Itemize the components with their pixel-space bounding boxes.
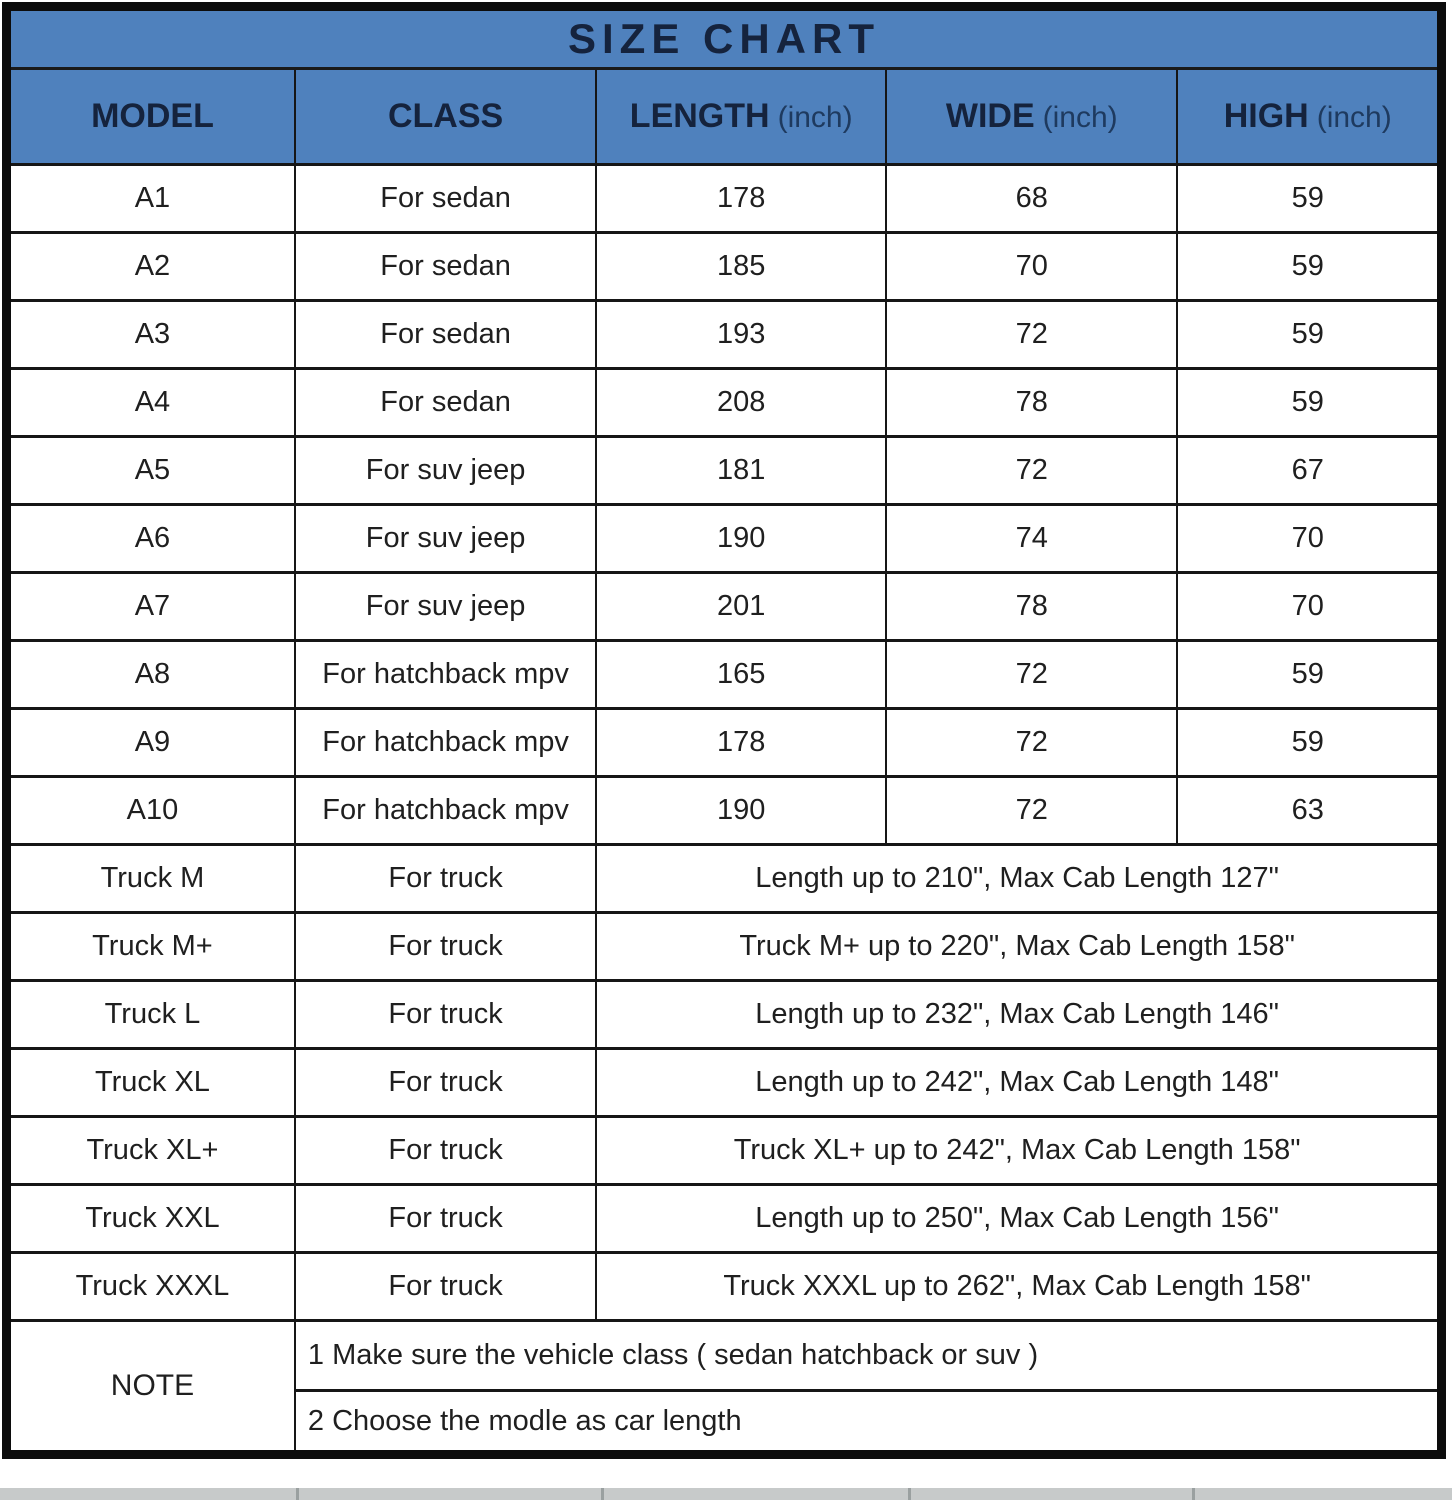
- column-header-length: [596, 69, 886, 165]
- model-cell: A10: [7, 777, 295, 845]
- car-row: [7, 505, 1442, 573]
- class-cell: For sedan: [295, 369, 596, 437]
- column-header-row: [7, 69, 1442, 165]
- length-cell: 165: [596, 641, 886, 709]
- truck-row: [7, 1117, 1442, 1185]
- length-cell: 178: [596, 165, 886, 233]
- length-cell: 193: [596, 301, 886, 369]
- class-cell: For suv jeep: [295, 573, 596, 641]
- model-cell: Truck L: [7, 981, 295, 1049]
- note-row-1: [7, 1321, 1442, 1391]
- column-header-length-label: LENGTH: [629, 97, 770, 135]
- length-cell: 190: [596, 777, 886, 845]
- high-cell: 67: [1177, 437, 1441, 505]
- car-row: [7, 233, 1442, 301]
- column-border-artifact: [601, 1488, 604, 1500]
- class-cell: For truck: [295, 1185, 596, 1253]
- column-header-class: [295, 69, 596, 165]
- model-cell: Truck XL+: [7, 1117, 295, 1185]
- truck-row: [7, 1049, 1442, 1117]
- truck-row: [7, 845, 1442, 913]
- class-cell: For suv jeep: [295, 437, 596, 505]
- class-cell: For hatchback mpv: [295, 641, 596, 709]
- model-cell: Truck XXXL: [7, 1253, 295, 1321]
- column-header-high: [1177, 69, 1441, 165]
- column-border-artifact: [296, 1488, 299, 1500]
- high-cell: 59: [1177, 233, 1441, 301]
- wide-cell: 78: [886, 573, 1177, 641]
- high-cell: 59: [1177, 165, 1441, 233]
- model-cell: Truck M+: [7, 913, 295, 981]
- model-cell: A5: [7, 437, 295, 505]
- wide-cell: 72: [886, 437, 1177, 505]
- table-header: [7, 7, 1442, 165]
- car-row: [7, 709, 1442, 777]
- class-cell: For sedan: [295, 233, 596, 301]
- truck-row: [7, 913, 1442, 981]
- column-border-artifact: [908, 1488, 911, 1500]
- model-cell: A8: [7, 641, 295, 709]
- scan-artifact-strip: [0, 1488, 1452, 1500]
- model-cell: A9: [7, 709, 295, 777]
- truck-spec-cell: Length up to 210", Max Cab Length 127": [596, 845, 1441, 913]
- column-border-artifact: [1192, 1488, 1195, 1500]
- model-cell: A7: [7, 573, 295, 641]
- car-row: [7, 777, 1442, 845]
- class-cell: For sedan: [295, 301, 596, 369]
- column-header-model: [7, 69, 295, 165]
- high-cell: 59: [1177, 301, 1441, 369]
- high-cell: 59: [1177, 641, 1441, 709]
- class-cell: For truck: [295, 1049, 596, 1117]
- column-header-length-unit: (inch): [777, 101, 853, 134]
- class-cell: For hatchback mpv: [295, 777, 596, 845]
- column-header-model-label: MODEL: [91, 97, 214, 135]
- car-row: [7, 641, 1442, 709]
- model-cell: Truck XXL: [7, 1185, 295, 1253]
- high-cell: 63: [1177, 777, 1441, 845]
- car-row: [7, 369, 1442, 437]
- note-label: NOTE: [7, 1321, 295, 1455]
- wide-cell: 72: [886, 641, 1177, 709]
- wide-cell: 72: [886, 301, 1177, 369]
- high-cell: 59: [1177, 709, 1441, 777]
- class-cell: For truck: [295, 913, 596, 981]
- length-cell: 185: [596, 233, 886, 301]
- high-cell: 70: [1177, 505, 1441, 573]
- wide-cell: 72: [886, 709, 1177, 777]
- class-cell: For suv jeep: [295, 505, 596, 573]
- wide-cell: 68: [886, 165, 1177, 233]
- title-row: [7, 7, 1442, 69]
- truck-spec-cell: Length up to 242", Max Cab Length 148": [596, 1049, 1441, 1117]
- truck-spec-cell: Truck M+ up to 220", Max Cab Length 158": [596, 913, 1441, 981]
- truck-spec-cell: Truck XXXL up to 262", Max Cab Length 158": [596, 1253, 1441, 1321]
- car-row: [7, 165, 1442, 233]
- truck-spec-cell: Truck XL+ up to 242", Max Cab Length 158": [596, 1117, 1441, 1185]
- wide-cell: 74: [886, 505, 1177, 573]
- class-cell: For truck: [295, 1117, 596, 1185]
- model-cell: A4: [7, 369, 295, 437]
- car-row: [7, 301, 1442, 369]
- high-cell: 70: [1177, 573, 1441, 641]
- column-header-wide: [886, 69, 1177, 165]
- truck-spec-cell: Length up to 250", Max Cab Length 156": [596, 1185, 1441, 1253]
- length-cell: 190: [596, 505, 886, 573]
- car-row: [7, 437, 1442, 505]
- high-cell: 59: [1177, 369, 1441, 437]
- class-cell: For truck: [295, 845, 596, 913]
- data-rows-body: [7, 165, 1442, 1321]
- note-item-2: 2 Choose the modle as car length: [295, 1391, 1442, 1455]
- column-header-wide-unit: (inch): [1042, 101, 1118, 134]
- note-section: [7, 1321, 1442, 1455]
- size-chart-table: [2, 2, 1446, 1459]
- model-cell: A1: [7, 165, 295, 233]
- truck-row: [7, 1253, 1442, 1321]
- column-header-high-unit: (inch): [1316, 101, 1392, 134]
- model-cell: A6: [7, 505, 295, 573]
- class-cell: For truck: [295, 1253, 596, 1321]
- length-cell: 208: [596, 369, 886, 437]
- length-cell: 201: [596, 573, 886, 641]
- chart-title: SIZE CHART: [7, 7, 1442, 69]
- model-cell: A3: [7, 301, 295, 369]
- length-cell: 178: [596, 709, 886, 777]
- column-header-high-label: HIGH: [1223, 97, 1309, 135]
- column-header-wide-label: WIDE: [945, 97, 1035, 135]
- length-cell: 181: [596, 437, 886, 505]
- truck-spec-cell: Length up to 232", Max Cab Length 146": [596, 981, 1441, 1049]
- wide-cell: 78: [886, 369, 1177, 437]
- note-item-1: 1 Make sure the vehicle class ( sedan hatchback or suv ): [295, 1321, 1442, 1391]
- class-cell: For sedan: [295, 165, 596, 233]
- truck-row: [7, 1185, 1442, 1253]
- car-row: [7, 573, 1442, 641]
- class-cell: For hatchback mpv: [295, 709, 596, 777]
- model-cell: Truck XL: [7, 1049, 295, 1117]
- truck-row: [7, 981, 1442, 1049]
- model-cell: Truck M: [7, 845, 295, 913]
- class-cell: For truck: [295, 981, 596, 1049]
- model-cell: A2: [7, 233, 295, 301]
- wide-cell: 70: [886, 233, 1177, 301]
- wide-cell: 72: [886, 777, 1177, 845]
- column-header-class-label: CLASS: [387, 97, 504, 135]
